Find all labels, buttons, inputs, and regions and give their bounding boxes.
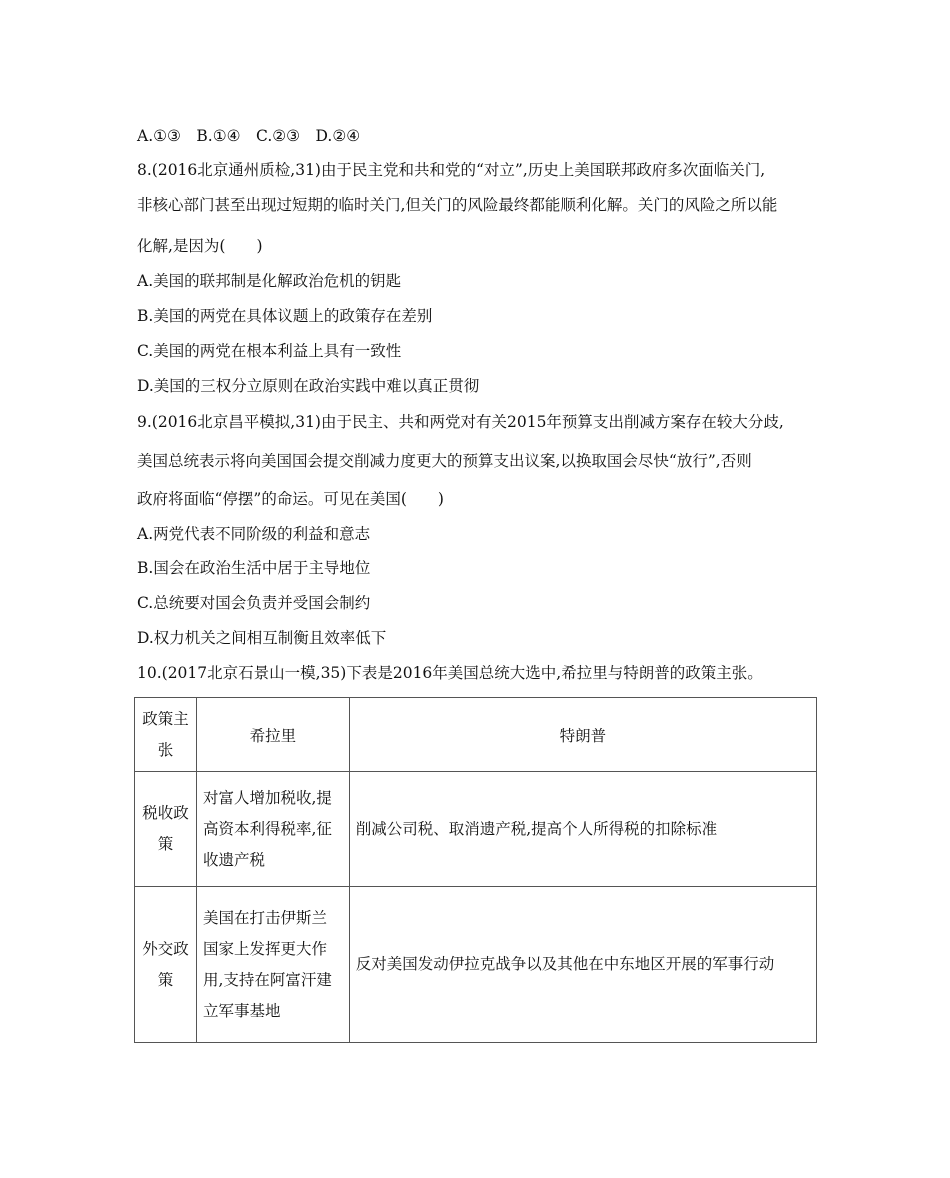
- q10-stem: 10.(2017北京石景山一模,35)下表是2016年美国总统大选中,希拉里与特朗普的政策主张。: [137, 664, 763, 682]
- row-tax-hillary-line-2: 高资本利得税率,征: [202, 819, 332, 838]
- q8-stem-line-1: 8.(2016北京通州质检,31)由于民主党和共和党的“对立”,历史上美国联邦政府多次面临关门,: [137, 161, 766, 179]
- row-tax-hillary-line-3: 收遗产税: [202, 850, 265, 869]
- row-foreign-trump-cell: 反对美国发动伊拉克战争以及其他在中东地区开展的军事行动: [349, 887, 816, 1043]
- row-foreign-hillary-line-1: 美国在打击伊斯兰: [202, 908, 327, 927]
- prev-question-options: A.①③ B.①④ C.②③ D.②④: [137, 127, 361, 145]
- row-tax-hillary-cell: [196, 772, 349, 887]
- header-hillary-cell: 希拉里: [196, 698, 349, 772]
- header-policy-line-1: 政策主: [142, 709, 189, 728]
- q8-stem-line-3: 化解,是因为( ): [137, 237, 263, 255]
- q9-option-c: C.总统要对国会负责并受国会制约: [137, 594, 371, 612]
- row-foreign-hillary-line-2: 国家上发挥更大作: [202, 939, 327, 958]
- table-header-row: [135, 698, 817, 772]
- q9-option-b: B.国会在政治生活中居于主导地位: [137, 559, 371, 577]
- row-foreign-policy-line-2: 策: [157, 970, 174, 989]
- row-tax-policy-cell: [135, 772, 197, 887]
- row-tax-trump-cell: 削减公司税、取消遗产税,提高个人所得税的扣除标准: [349, 772, 816, 887]
- row-tax-policy-line-1: 税收政: [142, 804, 189, 822]
- policy-comparison-table: [134, 697, 817, 1043]
- q8-option-d: D.美国的三权分立原则在政治实践中难以真正贯彻: [137, 377, 480, 395]
- q9-option-a: A.两党代表不同阶级的利益和意志: [137, 525, 371, 543]
- header-trump-cell: 特朗普: [349, 698, 816, 772]
- row-foreign-hillary-line-3: 用,支持在阿富汗建: [202, 970, 332, 989]
- row-foreign-hillary-cell: [196, 887, 349, 1043]
- row-foreign-policy-line-1: 外交政: [142, 939, 189, 958]
- row-tax-hillary-line-1: 对富人增加税收,提: [202, 788, 332, 807]
- header-policy-cell: [135, 698, 197, 772]
- row-foreign-policy-cell: [135, 887, 197, 1043]
- q8-stem-line-2: 非核心部门甚至出现过短期的临时关门,但关门的风险最终都能顺利化解。关门的风险之所以能: [137, 196, 778, 214]
- row-tax-policy-line-2: 策: [157, 835, 174, 853]
- q9-option-d: D.权力机关之间相互制衡且效率低下: [137, 629, 387, 647]
- table-row: [135, 772, 817, 887]
- q8-option-c: C.美国的两党在根本利益上具有一致性: [137, 342, 402, 360]
- q9-stem-line-2: 美国总统表示将向美国国会提交削减力度更大的预算支出议案,以换取国会尽快“放行”,否则: [137, 452, 752, 470]
- q8-option-a: A.美国的联邦制是化解政治危机的钥匙: [137, 272, 402, 290]
- table-row: [135, 887, 817, 1043]
- q9-stem-line-3: 政府将面临“停摆”的命运。可见在美国( ): [137, 490, 444, 508]
- q9-stem-line-1: 9.(2016北京昌平模拟,31)由于民主、共和两党对有关2015年预算支出削减方案存在较大分歧,: [137, 413, 784, 431]
- q8-option-b: B.美国的两党在具体议题上的政策存在差别: [137, 307, 433, 325]
- row-foreign-hillary-line-4: 立军事基地: [202, 1001, 281, 1020]
- header-policy-line-2: 张: [157, 740, 174, 759]
